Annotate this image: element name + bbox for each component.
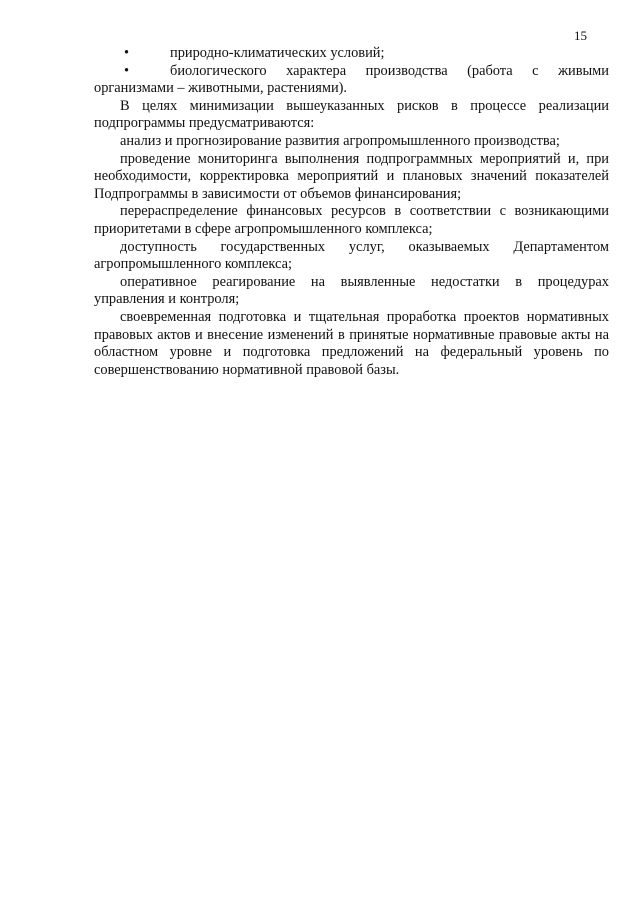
- paragraph-measure: доступность государственных услуг, оказываемых Департаментом агропромышленного комплекса;: [94, 238, 609, 273]
- paragraph-measure: проведение мониторинга выполнения подпрограммных мероприятий и, при необходимости, корректировка мероприятий и плановых значений показателей Подпрограммы в зависимости от объемов финансирования;: [94, 150, 609, 202]
- page-number: 15: [574, 28, 587, 43]
- paragraph-intro: В целях минимизации вышеуказанных рисков в процессе реализации подпрограммы предусматриваются:: [94, 97, 609, 132]
- paragraph-measure: оперативное реагирование на выявленные недостатки в процедурах управления и контроля;: [94, 273, 609, 308]
- paragraph-measure: перераспределение финансовых ресурсов в соответствии с возникающими приоритетами в сфере агропромышленного комплекса;: [94, 203, 609, 237]
- document-body: [94, 45, 609, 379]
- paragraph-measure: анализ и прогнозирование развития агропромышленного производства;: [120, 132, 560, 149]
- paragraph-measure: своевременная подготовка и тщательная проработка проектов нормативных правовых актов и внесение изменений в принятые нормативные правовые акты на областном уровне и подготовка предложений на федеральный уровень по совершенствованию нормативной правовой базы.: [94, 308, 609, 378]
- bullet-item: • биологического характера производства (работа с живыми организмами – животными, растениями).: [94, 63, 609, 98]
- bullet-item: • природно-климатических условий;: [94, 45, 609, 63]
